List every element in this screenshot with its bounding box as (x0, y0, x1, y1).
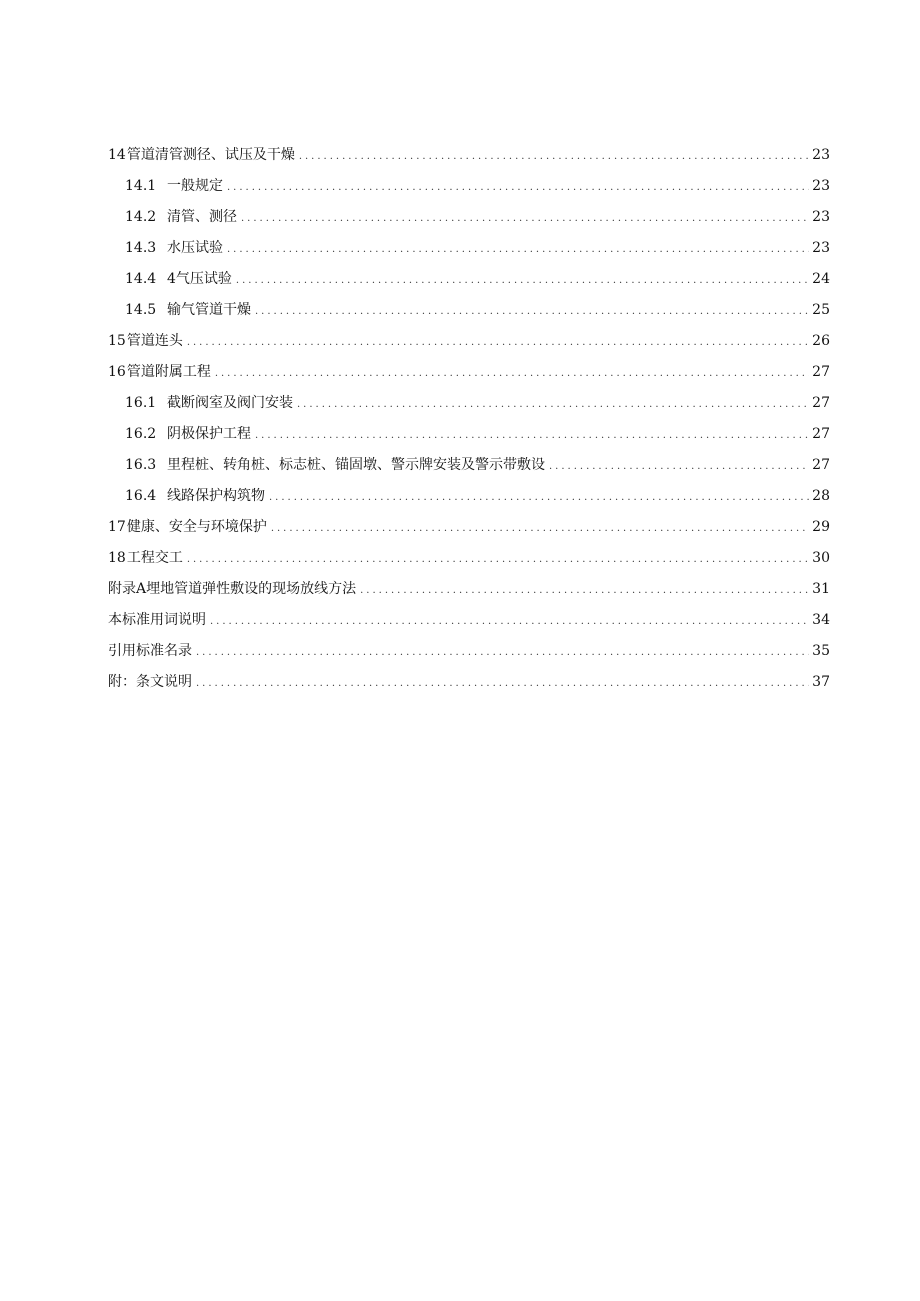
toc-title: 截断阀室及阀门安装 (167, 395, 293, 411)
toc-number: 14 (108, 147, 126, 163)
toc-entry-wording-explanation[interactable] (108, 605, 830, 636)
toc-page-number: 27 (812, 364, 830, 380)
toc-entry-16-2[interactable] (108, 419, 830, 450)
toc-number: 16.3 (125, 457, 157, 473)
toc-number: 16.4 (125, 488, 157, 504)
toc-title: 引用标准名录 (108, 643, 192, 659)
toc-entry-clause-explanation[interactable] (108, 667, 830, 698)
toc-leader-dots (236, 265, 809, 296)
toc-leader-dots (215, 358, 809, 389)
toc-entry-appendix-a[interactable] (108, 574, 830, 605)
toc-title: 水压试验 (167, 240, 223, 256)
toc-entry-16-3[interactable] (108, 450, 830, 481)
toc-page-number: 26 (812, 333, 830, 349)
toc-number: 14.5 (125, 302, 157, 318)
toc-number: 16 (108, 364, 126, 380)
toc-page-number: 30 (812, 550, 830, 566)
toc-leader-dots (210, 606, 809, 637)
toc-number: 16.2 (125, 426, 157, 442)
toc-title: 一般规定 (167, 178, 223, 194)
toc-page-number: 23 (812, 209, 830, 225)
toc-leader-dots (297, 389, 809, 420)
toc-title: 附录A埋地管道弹性敷设的现场放线方法 (108, 581, 357, 597)
toc-title: 管道连头 (126, 333, 183, 349)
toc-entry-referenced-standards[interactable] (108, 636, 830, 667)
toc-entry-14-3[interactable] (108, 233, 830, 264)
toc-leader-dots (187, 544, 809, 575)
toc-title: 阴极保护工程 (167, 426, 251, 442)
toc-title: 管道清管测径、试压及干燥 (126, 147, 295, 163)
toc-title: 线路保护构筑物 (167, 488, 265, 504)
toc-number: 17 (108, 519, 126, 535)
toc-page-number: 31 (812, 581, 830, 597)
toc-title: 清管、测径 (167, 209, 237, 225)
toc-leader-dots (196, 637, 809, 668)
toc-entry-14-4[interactable] (108, 264, 830, 295)
toc-entry-18[interactable] (108, 543, 830, 574)
toc-page-number: 25 (812, 302, 830, 318)
toc-entry-16-4[interactable] (108, 481, 830, 512)
toc-entry-15[interactable] (108, 326, 830, 357)
toc-number: 14.4 (125, 271, 157, 287)
toc-page-number: 37 (812, 674, 830, 690)
toc-page-number: 27 (812, 395, 830, 411)
toc-leader-dots (255, 296, 809, 327)
toc-title: 4气压试验 (167, 271, 232, 287)
table-of-contents (108, 140, 830, 698)
toc-entry-16-1[interactable] (108, 388, 830, 419)
toc-page-number: 29 (812, 519, 830, 535)
toc-entry-17[interactable] (108, 512, 830, 543)
toc-title: 里程桩、转角桩、标志桩、锚固墩、警示牌安装及警示带敷设 (167, 457, 545, 473)
toc-page-number: 34 (812, 612, 830, 628)
toc-entry-14-5[interactable] (108, 295, 830, 326)
toc-entry-14-1[interactable] (108, 171, 830, 202)
toc-leader-dots (271, 513, 809, 544)
toc-leader-dots (299, 141, 809, 172)
toc-number: 14.3 (125, 240, 157, 256)
toc-page-number: 27 (812, 457, 830, 473)
toc-leader-dots (549, 451, 809, 482)
toc-number: 18 (108, 550, 126, 566)
toc-number: 15 (108, 333, 126, 349)
toc-number: 14.2 (125, 209, 157, 225)
toc-page-number: 28 (812, 488, 830, 504)
toc-leader-dots (187, 327, 809, 358)
toc-number: 14.1 (125, 178, 157, 194)
toc-page-number: 23 (812, 147, 830, 163)
toc-page-number: 24 (812, 271, 830, 287)
toc-leader-dots (241, 203, 809, 234)
toc-page-number: 23 (812, 178, 830, 194)
toc-leader-dots (360, 575, 809, 606)
toc-title: 附：条文说明 (108, 674, 192, 690)
toc-leader-dots (227, 234, 809, 265)
toc-title: 健康、安全与环境保护 (126, 519, 267, 535)
toc-title: 输气管道干燥 (167, 302, 251, 318)
toc-leader-dots (196, 668, 809, 699)
toc-leader-dots (255, 420, 809, 451)
toc-leader-dots (227, 172, 809, 203)
toc-number: 16.1 (125, 395, 157, 411)
toc-entry-14[interactable] (108, 140, 830, 171)
toc-title: 管道附属工程 (126, 364, 211, 380)
toc-leader-dots (269, 482, 809, 513)
toc-title: 本标准用词说明 (108, 612, 206, 628)
toc-title: 工程交工 (126, 550, 183, 566)
toc-page-number: 27 (812, 426, 830, 442)
toc-entry-14-2[interactable] (108, 202, 830, 233)
toc-page-number: 35 (812, 643, 830, 659)
toc-entry-16[interactable] (108, 357, 830, 388)
toc-page-number: 23 (812, 240, 830, 256)
